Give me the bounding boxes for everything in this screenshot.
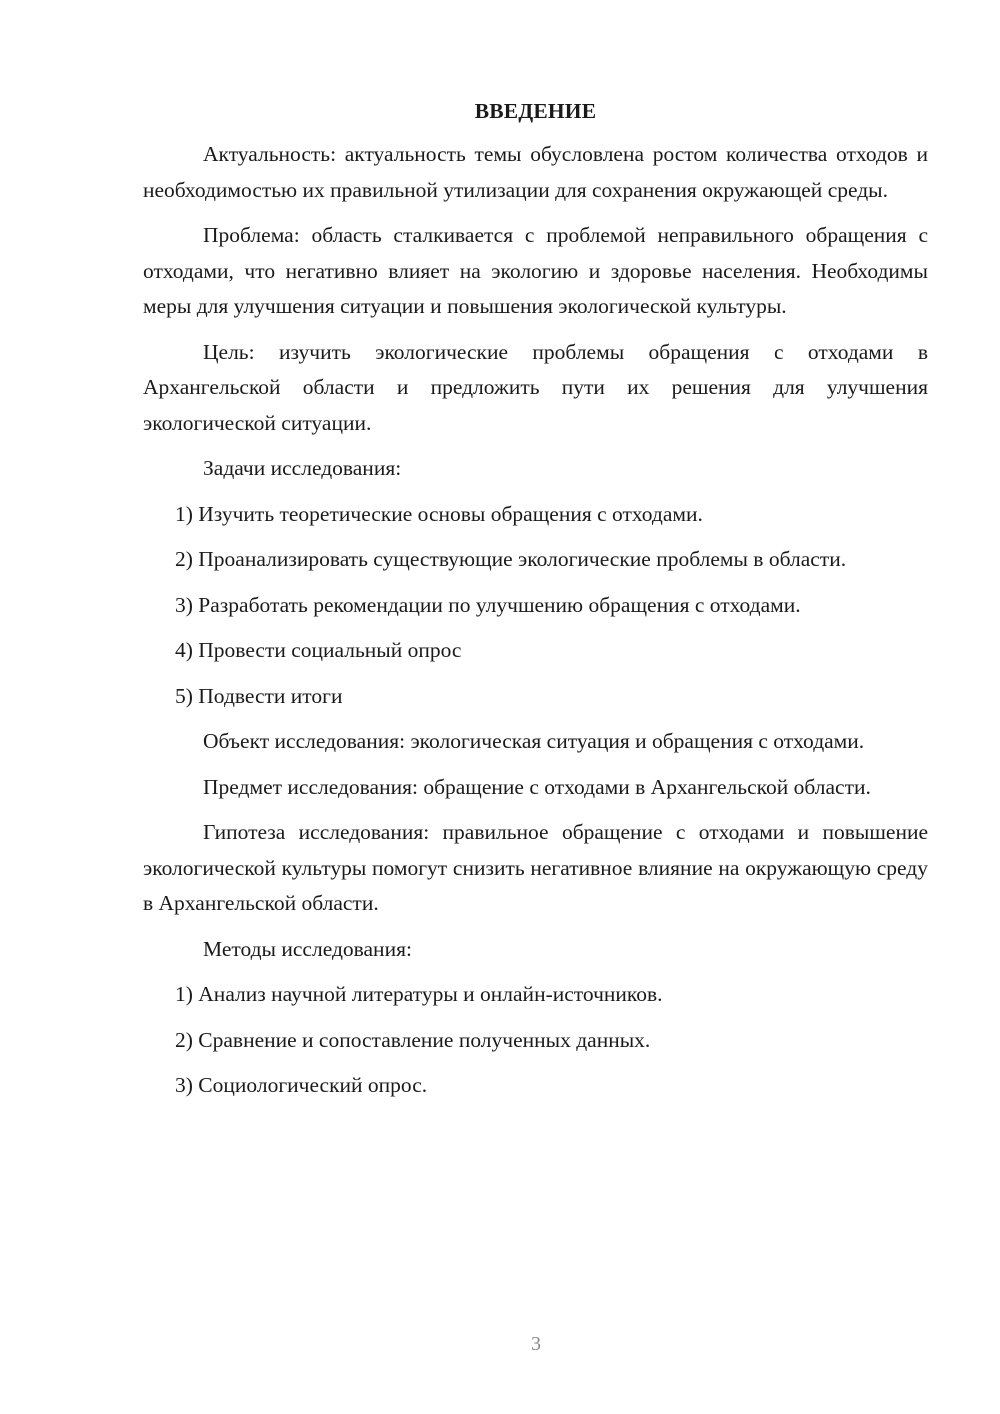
- tasks-heading: Задачи исследования:: [203, 456, 402, 480]
- task-item-1: 1) Изучить теоретические основы обращения с отходами.: [175, 501, 703, 526]
- problem-paragraph: Проблема: область сталкивается с проблемой неправильного обращения с отходами, что негативно влияет на экологию и здоровье населения. Необходимы меры для улучшения ситуации и повышения экологической культуры.: [143, 223, 928, 318]
- task-item-2: 2) Проанализировать существующие экологические проблемы в области.: [175, 547, 847, 571]
- relevance-paragraph: Актуальность: актуальность темы обусловлена ростом количества отходов и необходимостью их правильной утилизации для сохранения окружающей среды.: [143, 142, 928, 202]
- page-title: ВВЕДЕНИЕ: [474, 99, 597, 123]
- subject-paragraph: Предмет исследования: обращение с отходами в Архангельской области.: [203, 774, 871, 799]
- method-item-3: 3) Социологический опрос.: [175, 1073, 428, 1097]
- method-item-2: 2) Сравнение и сопоставление полученных данных.: [175, 1027, 651, 1052]
- hypothesis-paragraph: Гипотеза исследования: правильное обращение с отходами и повышение экологической культуры помогут снизить негативное влияние на окружающую среду в Архангельской области.: [143, 820, 928, 915]
- page-number: 3: [531, 1333, 541, 1355]
- task-item-4: 4) Провести социальный опрос: [175, 638, 462, 662]
- object-paragraph: Объект исследования: экологическая ситуация и обращения с отходами.: [203, 729, 865, 753]
- document-page: [143, 96, 928, 1114]
- method-item-1: 1) Анализ научной литературы и онлайн-источников.: [175, 982, 663, 1006]
- task-item-5: 5) Подвести итоги: [175, 683, 343, 708]
- goal-paragraph: Цель: изучить экологические проблемы обращения с отходами в Архангельской области и предложить пути их решения для улучшения экологической ситуации.: [143, 339, 928, 435]
- methods-heading: Методы исследования:: [203, 936, 412, 961]
- task-item-3: 3) Разработать рекомендации по улучшению обращения с отходами.: [175, 592, 801, 617]
